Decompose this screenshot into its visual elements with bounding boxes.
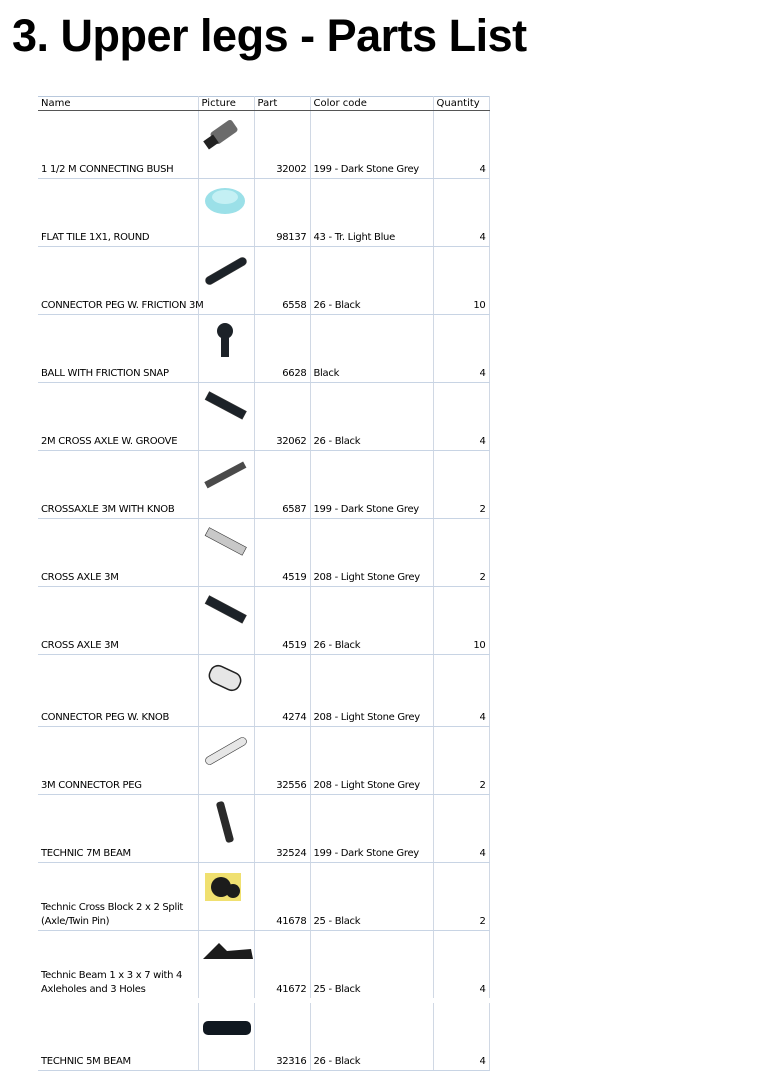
part-number: 32316 xyxy=(254,1001,310,1071)
quantity: 2 xyxy=(433,863,489,931)
part-picture xyxy=(198,111,254,179)
part-number: 6628 xyxy=(254,315,310,383)
part-number: 6587 xyxy=(254,451,310,519)
table-row xyxy=(38,451,489,519)
part-picture xyxy=(198,863,254,931)
table-row xyxy=(38,863,489,931)
part-picture xyxy=(198,655,254,727)
color-code: 26 - Black xyxy=(310,247,433,315)
part-picture xyxy=(198,931,254,1001)
quantity: 10 xyxy=(433,247,489,315)
header-name: Name xyxy=(38,97,198,111)
part-number: 98137 xyxy=(254,179,310,247)
color-code: 25 - Black xyxy=(310,931,433,1001)
color-code: 199 - Dark Stone Grey xyxy=(310,111,433,179)
color-code: 199 - Dark Stone Grey xyxy=(310,451,433,519)
part-name: FLAT TILE 1X1, ROUND xyxy=(38,179,198,247)
table-row xyxy=(38,383,489,451)
quantity: 4 xyxy=(433,655,489,727)
part-number: 4519 xyxy=(254,519,310,587)
part-picture xyxy=(198,587,254,655)
header-row xyxy=(38,97,489,111)
table-row xyxy=(38,315,489,383)
part-name: CROSSAXLE 3M WITH KNOB xyxy=(38,451,198,519)
quantity: 10 xyxy=(433,587,489,655)
part-picture xyxy=(198,383,254,451)
table-row xyxy=(38,111,489,179)
axle-icon xyxy=(201,423,255,434)
round-tile-icon xyxy=(201,219,255,230)
color-code: 208 - Light Stone Grey xyxy=(310,655,433,727)
color-code: 43 - Tr. Light Blue xyxy=(310,179,433,247)
part-number: 41678 xyxy=(254,863,310,931)
part-picture xyxy=(198,451,254,519)
color-code: Black xyxy=(310,315,433,383)
table-row xyxy=(38,587,489,655)
table-row xyxy=(38,179,489,247)
axle-icon xyxy=(201,559,255,570)
part-number: 32556 xyxy=(254,727,310,795)
table-row xyxy=(38,795,489,863)
table-row xyxy=(38,247,489,315)
part-name: Technic Beam 1 x 3 x 7 with 4 Axleholes and 3 Holes xyxy=(38,931,198,1001)
header-picture: Picture xyxy=(198,97,254,111)
part-picture xyxy=(198,315,254,383)
beam-5m-icon xyxy=(201,1043,255,1054)
part-picture xyxy=(198,519,254,587)
beam-icon xyxy=(201,835,255,846)
quantity: 2 xyxy=(433,519,489,587)
ball-snap-icon xyxy=(201,355,255,366)
table-row xyxy=(38,727,489,795)
header-color: Color code xyxy=(310,97,433,111)
peg-icon xyxy=(201,767,255,778)
table-row xyxy=(38,655,489,727)
page-title: 3. Upper legs - Parts List xyxy=(12,10,527,61)
color-code: 208 - Light Stone Grey xyxy=(310,519,433,587)
part-picture xyxy=(198,727,254,795)
part-name: CROSS AXLE 3M xyxy=(38,587,198,655)
color-code: 208 - Light Stone Grey xyxy=(310,727,433,795)
color-code: 26 - Black xyxy=(310,587,433,655)
quantity: 2 xyxy=(433,451,489,519)
part-name: BALL WITH FRICTION SNAP xyxy=(38,315,198,383)
part-name: 3M CONNECTOR PEG xyxy=(38,727,198,795)
part-name: TECHNIC 5M BEAM xyxy=(38,1001,198,1071)
part-picture xyxy=(198,795,254,863)
table-row xyxy=(38,931,489,1001)
color-code: 26 - Black xyxy=(310,1001,433,1071)
header-quantity: Quantity xyxy=(433,97,489,111)
quantity: 4 xyxy=(433,1001,489,1071)
part-name: 2M CROSS AXLE W. GROOVE xyxy=(38,383,198,451)
quantity: 4 xyxy=(433,795,489,863)
parts-table xyxy=(38,96,490,1071)
part-number: 4519 xyxy=(254,587,310,655)
part-number: 32002 xyxy=(254,111,310,179)
table-row xyxy=(38,1001,489,1071)
part-picture xyxy=(198,247,254,315)
part-number: 41672 xyxy=(254,931,310,1001)
color-code: 199 - Dark Stone Grey xyxy=(310,795,433,863)
color-code: 25 - Black xyxy=(310,863,433,931)
part-name: CONNECTOR PEG W. KNOB xyxy=(38,655,198,727)
quantity: 4 xyxy=(433,179,489,247)
part-number: 4274 xyxy=(254,655,310,727)
quantity: 4 xyxy=(433,383,489,451)
peg-knob-icon xyxy=(201,695,255,706)
part-picture xyxy=(198,1001,254,1071)
bent-beam-icon xyxy=(201,971,255,982)
table-row xyxy=(38,519,489,587)
header-part: Part xyxy=(254,97,310,111)
part-number: 32524 xyxy=(254,795,310,863)
part-name: CONNECTOR PEG W. FRICTION 3M xyxy=(38,247,198,315)
peg-icon xyxy=(201,287,255,298)
quantity: 4 xyxy=(433,111,489,179)
bush-icon xyxy=(201,151,255,162)
part-name: 1 1/2 M CONNECTING BUSH xyxy=(38,111,198,179)
color-code: 26 - Black xyxy=(310,383,433,451)
part-number: 32062 xyxy=(254,383,310,451)
quantity: 2 xyxy=(433,727,489,795)
part-picture xyxy=(198,179,254,247)
axle-knob-icon xyxy=(201,491,255,502)
part-name: CROSS AXLE 3M xyxy=(38,519,198,587)
part-name: Technic Cross Block 2 x 2 Split (Axle/Twin Pin) xyxy=(38,863,198,931)
cross-block-icon xyxy=(201,903,255,914)
quantity: 4 xyxy=(433,931,489,1001)
axle-icon xyxy=(201,627,255,638)
part-number: 6558 xyxy=(254,247,310,315)
part-name: TECHNIC 7M BEAM xyxy=(38,795,198,863)
quantity: 4 xyxy=(433,315,489,383)
